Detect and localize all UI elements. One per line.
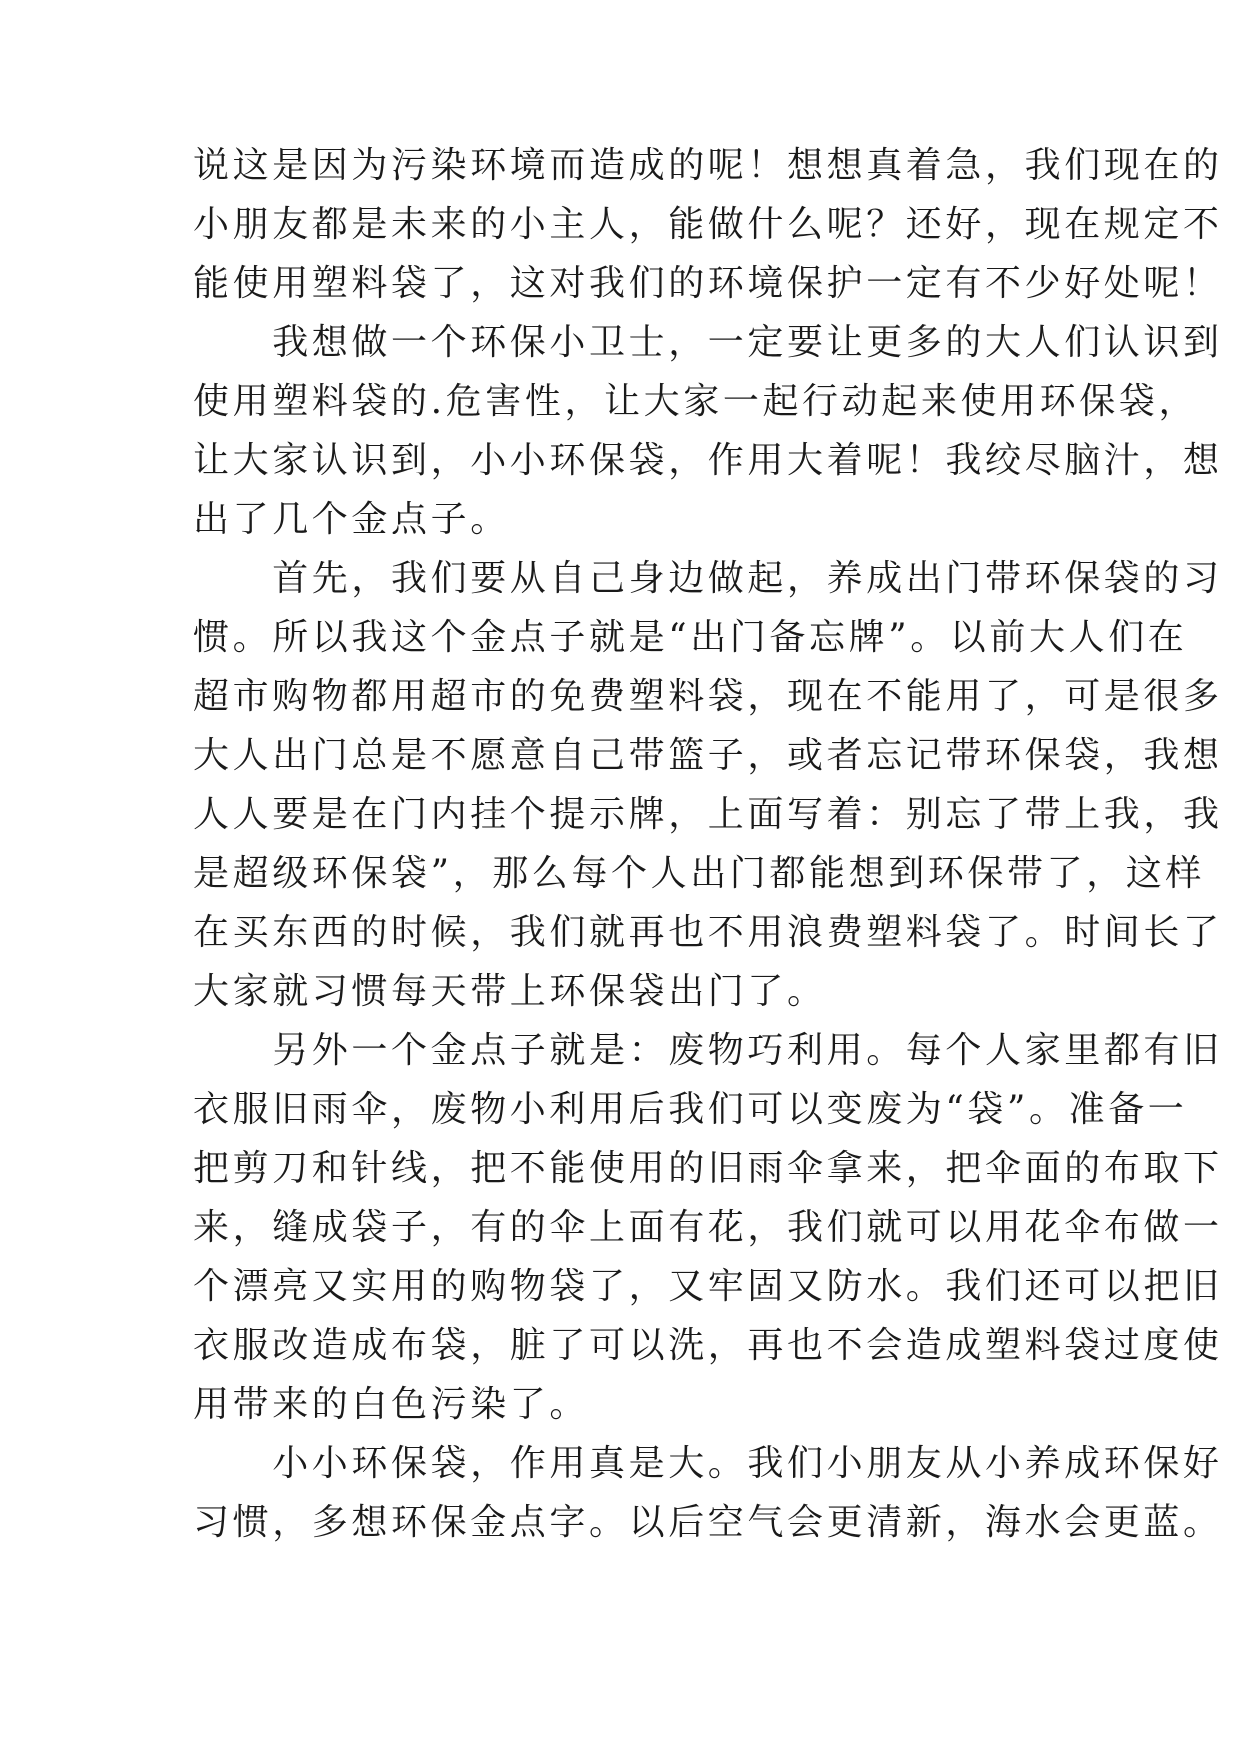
text-line: 在买东西的时候，我们就再也不用浪费塑料袋了。时间长了 [193, 912, 1223, 953]
text-line: 来，缝成袋子，有的伞上面有花，我们就可以用花伞布做一 [193, 1207, 1223, 1248]
text-line: 人人要是在门内挂个提示牌，上面写着：别忘了带上我，我 [193, 794, 1223, 835]
text-line: 出了几个金点子。 [193, 499, 510, 540]
text-line: 大人出门总是不愿意自己带篮子，或者忘记带环保袋，我想 [193, 735, 1223, 776]
text-line: 习惯，多想环保金点字。以后空气会更清新，海水会更蓝。 [193, 1502, 1223, 1543]
text-line: 小朋友都是未来的小主人，能做什么呢？还好，现在规定不 [193, 204, 1223, 245]
text-line: 衣服改造成布袋，脏了可以洗，再也不会造成塑料袋过度使 [193, 1325, 1223, 1366]
text-line: 个漂亮又实用的购物袋了，又牢固又防水。我们还可以把旧 [193, 1266, 1223, 1307]
text-line: 大家就习惯每天带上环保袋出门了。 [193, 971, 827, 1012]
text-line: 说这是因为污染环境而造成的呢！想想真着急，我们现在的 [193, 145, 1223, 186]
text-line: 能使用塑料袋了，这对我们的环境保护一定有不少好处呢！ [193, 263, 1223, 304]
text-line: 惯。所以我这个金点子就是“出门备忘牌”。以前大人们在 [193, 617, 1188, 658]
text-line: 超市购物都用超市的免费塑料袋，现在不能用了，可是很多 [193, 676, 1223, 717]
text-line: 使用塑料袋的.危害性，让大家一起行动起来使用环保袋， [193, 381, 1199, 422]
text-line: 另外一个金点子就是：废物巧利用。每个人家里都有旧 [193, 1030, 1223, 1071]
text-line: 是超级环保袋”，那么每个人出门都能想到环保带了，这样 [193, 853, 1206, 894]
text-line: 衣服旧雨伞，废物小利用后我们可以变废为“袋”。准备一 [193, 1089, 1188, 1130]
text-line: 用带来的白色污染了。 [193, 1384, 590, 1425]
text-line: 把剪刀和针线，把不能使用的旧雨伞拿来，把伞面的布取下 [193, 1148, 1223, 1189]
text-line: 我想做一个环保小卫士，一定要让更多的大人们认识到 [193, 322, 1223, 363]
text-line: 小小环保袋，作用真是大。我们小朋友从小养成环保好 [193, 1443, 1223, 1484]
text-line: 首先，我们要从自己身边做起，养成出门带环保袋的习 [193, 558, 1223, 599]
text-line: 让大家认识到，小小环保袋，作用大着呢！我绞尽脑汁，想 [193, 440, 1223, 481]
